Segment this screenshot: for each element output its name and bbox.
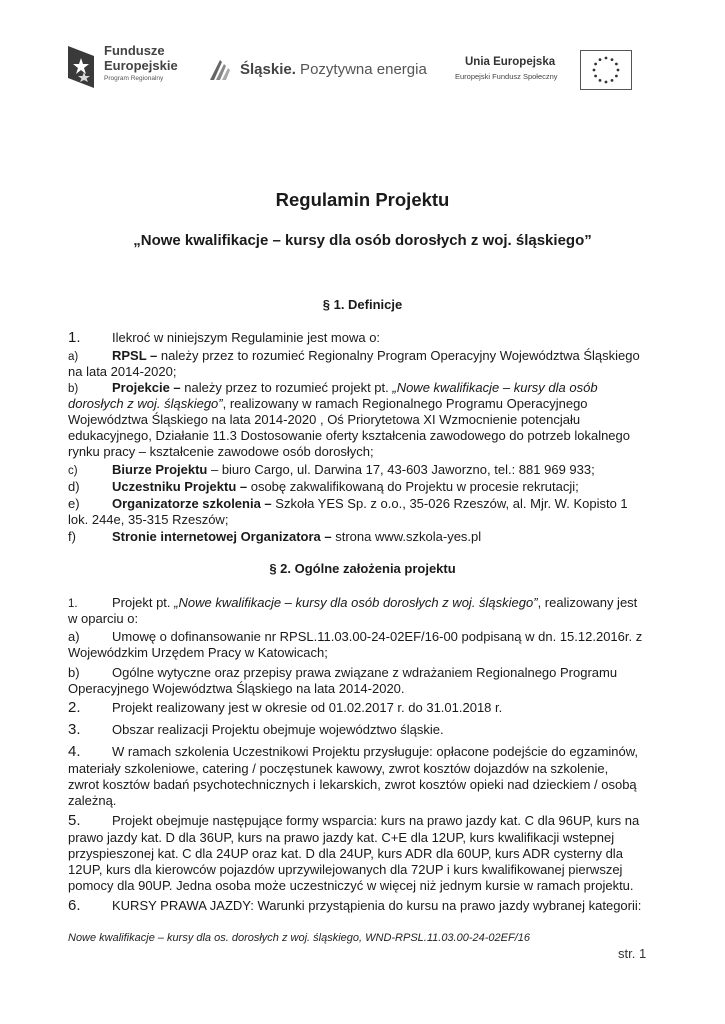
s1-a-text1: należy przez to rozumieć Regionalny Program Operacyjny Województwa Śląskiego xyxy=(157,348,640,363)
ue-line2: Europejski Fundusz Społeczny xyxy=(455,72,558,81)
ue-line1: Unia Europejska xyxy=(465,56,556,68)
s2-p4-line3: zwrot kosztów badań psychotechnicznych i lekarskich, zwrot kosztów opieki nad dzieckiem / osobą xyxy=(68,777,637,792)
s2-p5-line3: przyspieszonej kat. C dla 24UP oraz kat. D dla 24UP, kurs ADR dla 60UP, kurs ADR cysterny dla xyxy=(68,846,623,861)
s1-intro-num: 1. xyxy=(68,329,81,346)
document-title: Regulamin Projektu xyxy=(275,189,450,210)
s1-f-text: strona www.szkola-yes.pl xyxy=(331,529,482,544)
s1-e-text1: Szkoła YES Sp. z o.o., 35-026 Rzeszów, al. Mjr. W. Kopisto 1 xyxy=(271,496,628,511)
s1-a-line1 xyxy=(68,348,660,365)
s2-pa-line2: Wojewódzkim Urzędem Pracy w Katowicach; xyxy=(68,645,328,660)
eu-star xyxy=(617,69,620,72)
section1-heading: § 1. Definicje xyxy=(322,297,403,312)
fe-star-icon xyxy=(68,46,96,88)
s2-pa-label: a) xyxy=(68,629,80,644)
s2-p4-line4: zależną. xyxy=(68,793,117,808)
s2-p1-a: Projekt pt. xyxy=(112,595,175,610)
s2-p5-line4: 12UP, kurs dla kierowców pojazdów uprzywilejowanych dla 72UP i kurs kwalifikowanej pierwszej xyxy=(68,862,623,877)
s1-b-text2i: dorosłych z woj. śląskiego” xyxy=(68,396,223,411)
s1-c-label: c) xyxy=(68,465,78,477)
s2-p1-line1 xyxy=(68,595,660,612)
s1-b-label: b) xyxy=(68,383,79,395)
s2-p3-text: Obszar realizacji Projektu obejmuje województwo śląskie. xyxy=(112,722,444,737)
s2-p5-line5: pomocy dla 90UP. Jedna osoba może uczestniczyć w więcej niż jednym kursie w ramach projektu. xyxy=(68,878,634,893)
s1-b-line3: Województwa Śląskiego na lata 2014-2020 , Oś Priorytetowa XI Wzmocnienie potencjału xyxy=(68,412,581,427)
fe-line3: Program Regionalny xyxy=(104,75,164,82)
s2-p4-line1 xyxy=(68,744,660,760)
s1-c-text: – biuro Cargo, ul. Darwina 17, 43-603 Jaworzno, tel.: 881 969 933; xyxy=(207,462,595,477)
eu-star xyxy=(615,63,618,66)
s2-p1-num: 1. xyxy=(68,598,78,610)
s1-f-label: f) xyxy=(68,529,76,544)
page-footer: Nowe kwalifikacje – kursy dla os. dorosłych z woj. śląskiego, WND-RPSL.11.03.00-24-02EF/16 xyxy=(68,932,530,944)
document-subtitle: „Nowe kwalifikacje – kursy dla osób dorosłych z woj. śląskiego” xyxy=(133,232,592,249)
eu-star xyxy=(605,57,608,60)
unia-europejska-logo xyxy=(455,50,645,96)
eu-star xyxy=(611,79,614,82)
s2-p3-line xyxy=(68,722,660,738)
s1-d-line xyxy=(68,479,660,495)
s1-e-label: e) xyxy=(68,496,80,511)
s1-f-term: Stronie internetowej Organizatora – xyxy=(112,529,332,544)
slaskie-wing-icon xyxy=(208,58,236,82)
s2-p2-num: 2. xyxy=(68,699,81,716)
s2-p5-text1: Projekt obejmuje następujące formy wsparcia: kurs na prawo jazdy kat. C dla 96UP, kurs na xyxy=(112,813,640,828)
s1-b-line1 xyxy=(68,380,660,397)
s1-intro-text: Ilekroć w niniejszym Regulaminie jest mowa o: xyxy=(112,330,381,345)
s2-p4-text1: W ramach szkolenia Uczestnikowi Projektu przysługuje: opłacone podejście do egzaminów, xyxy=(112,744,639,759)
s1-b-text1a: należy przez to rozumieć projekt pt. xyxy=(180,380,393,395)
s1-a-label: a) xyxy=(68,351,79,363)
s2-pa-text1: Umowę o dofinansowanie nr RPSL.11.03.00-24-02EF/16-00 podpisaną w dn. 15.12.2016r. z xyxy=(112,629,643,644)
s2-p4-num: 4. xyxy=(68,743,81,760)
s2-p2-text: Projekt realizowany jest w okresie od 01.02.2017 r. do 31.01.2018 r. xyxy=(112,700,503,715)
s2-p6-num: 6. xyxy=(68,897,81,914)
eu-star xyxy=(605,81,608,84)
s2-p1-b: , realizowany jest xyxy=(537,595,638,610)
s2-p6-text: KURSY PRAWA JAZDY: Warunki przystąpienia do kursu na prawo jazdy wybranej kategorii: xyxy=(112,898,642,913)
s1-e-term: Organizatorze szkolenia – xyxy=(112,496,272,511)
page-number: str. 1 xyxy=(618,946,647,961)
s1-b-term: Projekcie – xyxy=(112,380,181,395)
s1-d-label: d) xyxy=(68,479,80,494)
s2-p2-line xyxy=(68,700,660,716)
fundusze-europejskie-logo xyxy=(68,44,188,92)
fe-line2: Europejskie xyxy=(104,58,178,73)
s1-c-term: Biurze Projektu xyxy=(112,462,208,477)
s2-pb-line2: Operacyjnego Województwa Śląskiego na lata 2014-2020. xyxy=(68,681,405,696)
s2-p6-line xyxy=(68,898,660,914)
s1-d-text: osobę zakwalifikowaną do Projektu w procesie rekrutacji; xyxy=(247,479,579,494)
s2-p5-line2: prawo jazdy kat. D dla 36UP, kurs na prawo jazdy kat. C+E dla 12UP, kurs kwalifikacji wstepnej xyxy=(68,830,615,845)
s2-pb-line1 xyxy=(68,665,660,681)
slaskie-bold: Śląskie. xyxy=(240,61,296,78)
s1-b-text2: , realizowany w ramach Regionalnego Programu Operacyjnego xyxy=(222,396,588,411)
eu-star xyxy=(593,69,596,72)
eu-star xyxy=(594,63,597,66)
slaskie-text xyxy=(240,61,427,78)
s2-p5-line1 xyxy=(68,813,660,829)
s2-pb-text1: Ogólne wytyczne oraz przepisy prawa związane z wdrażaniem Regionalnego Programu xyxy=(112,665,618,680)
s1-f-line xyxy=(68,529,660,545)
s1-a-line2: na lata 2014-2020; xyxy=(68,364,177,379)
eu-star xyxy=(599,79,602,82)
s1-d-term: Uczestniku Projektu – xyxy=(112,479,248,494)
eu-star xyxy=(599,58,602,61)
s1-b-text1i: „Nowe kwalifikacje – kursy dla osób xyxy=(392,380,598,395)
s2-p1-i: „Nowe kwalifikacje – kursy dla osób dorosłych z woj. śląskiego” xyxy=(174,595,538,610)
slaskie-logo xyxy=(208,58,428,84)
s1-c-line xyxy=(68,462,660,479)
s1-b-line2 xyxy=(68,396,660,412)
page-header xyxy=(0,0,725,110)
fe-line1: Fundusze xyxy=(104,43,165,58)
s2-pb-label: b) xyxy=(68,665,80,680)
slaskie-rest: Pozytywna energia xyxy=(295,61,427,78)
eu-flag-icon xyxy=(580,50,632,90)
s1-a-term: RPSL – xyxy=(112,348,158,363)
eu-star xyxy=(594,75,597,78)
eu-star xyxy=(611,58,614,61)
s1-b-line5: rynku pracy – kształcenie zawodowe osób dorosłych; xyxy=(68,444,374,459)
eu-star xyxy=(615,75,618,78)
s2-p3-num: 3. xyxy=(68,721,81,738)
s2-pa-line1 xyxy=(68,629,660,645)
s2-p4-line2: materiały szkoleniowe, catering / poczęstunek kawowy, zwrot kosztów dojazdów na szkolenie, xyxy=(68,761,609,776)
s1-e-line2: lok. 244e, 35-315 Rzeszów; xyxy=(68,512,229,527)
s1-intro xyxy=(68,330,660,346)
s1-b-line4: edukacyjnego, Działanie 11.3 Dostosowanie oferty kształcenia zawodowego do potrzeb lokalnego xyxy=(68,428,630,443)
section2-heading: § 2. Ogólne założenia projektu xyxy=(269,561,456,576)
s1-e-line1 xyxy=(68,496,660,512)
s2-p1-line2: w oparciu o: xyxy=(68,611,139,626)
s2-p5-num: 5. xyxy=(68,812,81,829)
